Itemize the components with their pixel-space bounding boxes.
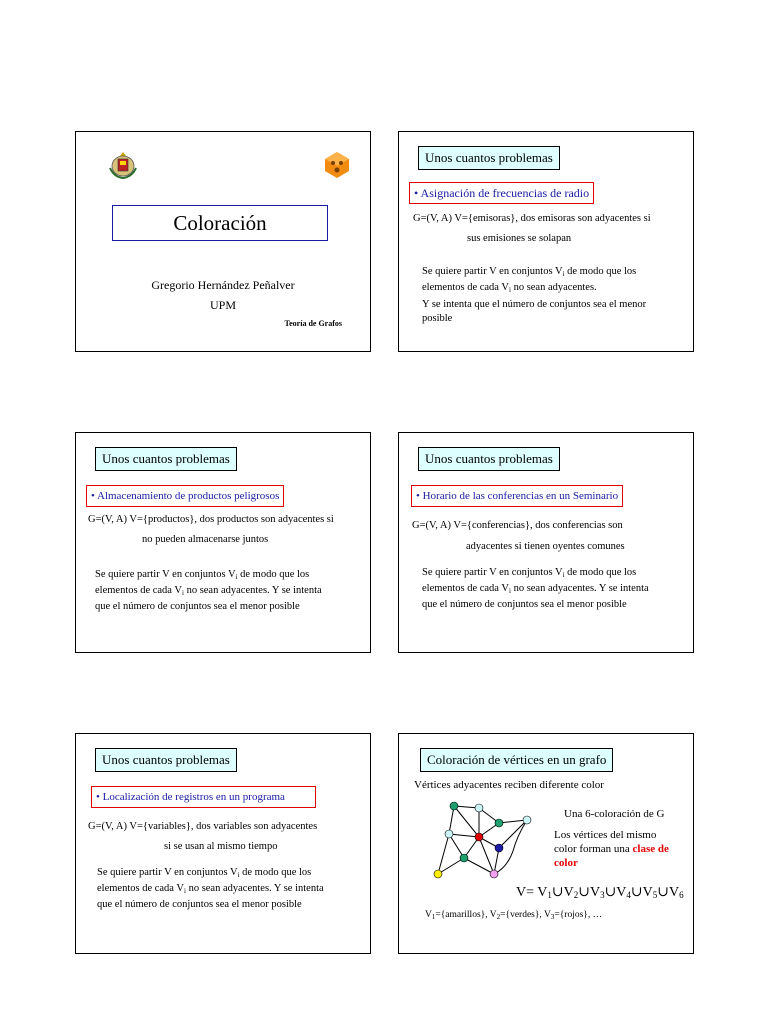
problem-title: • Asignación de frecuencias de radio (409, 182, 594, 204)
author-name: Gregorio Hernández Peñalver (151, 278, 295, 292)
slide-paragraph: Se quiere partir V en conjuntos $V_i$ de modo que los elementos de cada $V_i$ no sean adyacentes. Y se intenta que el número de conjuntos sea el menor posible (97, 867, 324, 910)
title-box: Coloración (112, 205, 328, 241)
section-title: Unos cuantos problemas (418, 447, 560, 471)
problem-title: • Localización de registros en un programa (91, 786, 316, 808)
slide-5 (75, 733, 371, 954)
slide-2 (398, 131, 694, 352)
vertex (475, 804, 483, 812)
vertex (445, 830, 453, 838)
section-title: Unos cuantos problemas (95, 447, 237, 471)
vertex (460, 854, 468, 862)
slide-paragraph: Se quiere partir V en conjuntos $V_i$ de modo que los elementos de cada $V_i$ no sean adyacentes. Y se intenta que el número de conjuntos sea el menor posible (95, 569, 322, 612)
partition-formula: $V= V_1\cup V_2\cup V_3\cup V_4\cup V_5\cup V_6$ (516, 885, 684, 900)
slide-4 (398, 432, 694, 653)
vertex (475, 833, 483, 841)
slide-text: si se usan al mismo tiempo (164, 841, 278, 852)
slide-text: G=(V, A) V={emisoras}, dos emisoras son adyacentes si (413, 213, 651, 224)
color-class-description: Los vértices del mismo color forman una clase de color (554, 829, 669, 869)
color-classes-list: $V_1=\{amarillos\}$, $V_2=\{verdes\}$, $V_3=\{rojos\}$, … (425, 910, 603, 921)
problem-title: • Almacenamiento de productos peligrosos (86, 485, 284, 507)
footer-label: Teoría de Grafos (284, 319, 342, 328)
vertex (495, 819, 503, 827)
slide-6 (398, 733, 694, 954)
affiliation: UPM (209, 298, 236, 312)
section-title: Coloración de vértices en un grafo (420, 748, 613, 772)
slide-text: sus emisiones se solapan (467, 233, 572, 244)
coloring-caption: Una 6-coloración de G (564, 808, 665, 820)
upm-logo (322, 150, 352, 180)
vertex (523, 816, 531, 824)
university-crest-logo (106, 150, 140, 180)
slide-text: G=(V, A) V={productos}, dos productos son adyacentes si (88, 514, 334, 525)
slide-text: G=(V, A) V={conferencias}, dos conferencias son (412, 520, 623, 531)
vertex (490, 870, 498, 878)
section-title: Unos cuantos problemas (95, 748, 237, 772)
slide-1 (75, 131, 371, 352)
slide-text: G=(V, A) V={variables}, dos variables son adyacentes (88, 821, 318, 832)
slide-3 (75, 432, 371, 653)
slide-paragraph: Y se intenta que el número de conjuntos sea el menor posible (422, 299, 647, 324)
slide-text: no pueden almacenarse juntos (142, 534, 269, 545)
slide-paragraph: Se quiere partir V en conjuntos $V_i$ de modo que los elementos de cada $V_i$ no sean adyacentes. Y se intenta que el número de conjuntos sea el menor posible (422, 567, 649, 610)
vertex (434, 870, 442, 878)
slide-paragraph: Se quiere partir V en conjuntos $V_i$ de modo que los elementos de cada $V_i$ no sean adyacentes. (422, 266, 637, 294)
section-title: Unos cuantos problemas (418, 146, 560, 170)
vertex (450, 802, 458, 810)
problem-title: • Horario de las conferencias en un Seminario (411, 485, 623, 507)
slide-text: Vértices adyacentes reciben diferente color (414, 779, 604, 791)
slide-text: adyacentes si tienen oyentes comunes (466, 541, 625, 552)
vertex (495, 844, 503, 852)
graph-illustration (429, 796, 539, 886)
